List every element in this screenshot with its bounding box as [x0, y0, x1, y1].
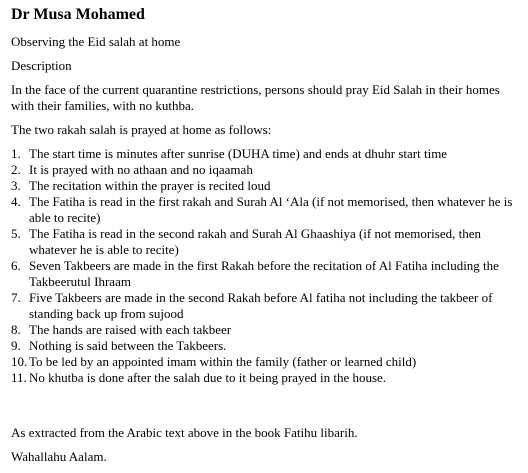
list-item — [11, 146, 516, 162]
list-item — [11, 178, 516, 194]
list-item-text: Five Takbeers are made in the second Rakah before Al fatiha not including the takbeer of standing back up from sujood — [29, 290, 493, 321]
list-number: 7. — [11, 290, 21, 305]
source-note: As extracted from the Arabic text above in the book Fatihu libarih. — [11, 425, 358, 440]
section-label: Description — [11, 58, 72, 73]
list-item-text: It is prayed with no athaan and no iqaamah — [29, 162, 253, 177]
list-item — [11, 354, 516, 370]
list-number: 10. — [11, 354, 28, 369]
list-item — [11, 226, 516, 258]
steps-list — [11, 146, 516, 386]
list-number: 1. — [11, 146, 21, 161]
list-item — [11, 338, 516, 354]
list-item-text: The Fatiha is read in the second rakah and Surah Al Ghaashiya (if not memorised, then whatever he is able to recite) — [29, 226, 481, 257]
document-title: Dr Musa Mohamed — [11, 6, 145, 23]
list-item — [11, 290, 516, 322]
list-number: 8. — [11, 322, 21, 337]
document-subtitle: Observing the Eid salah at home — [11, 34, 181, 49]
list-item-text: The recitation within the prayer is recited loud — [29, 178, 271, 193]
list-number: 3. — [11, 178, 21, 193]
list-number: 4. — [11, 194, 21, 209]
list-number: 9. — [11, 338, 21, 353]
list-item-text: Nothing is said between the Takbeers. — [29, 338, 227, 353]
list-intro: The two rakah salah is prayed at home as follows: — [11, 122, 272, 137]
list-number: 6. — [11, 258, 21, 273]
list-item-text: The hands are raised with each takbeer — [29, 322, 232, 337]
list-item-text: To be led by an appointed imam within the family (father or learned child) — [29, 354, 417, 369]
list-item — [11, 322, 516, 338]
list-item — [11, 194, 516, 226]
list-item — [11, 162, 516, 178]
list-item-text: No khutba is done after the salah due to it being prayed in the house. — [29, 370, 387, 385]
list-item-text: The start time is minutes after sunrise (DUHA time) and ends at dhuhr start time — [29, 146, 448, 161]
list-number: 5. — [11, 226, 21, 241]
document-body — [11, 5, 516, 473]
list-item-text: Seven Takbeers are made in the first Rakah before the recitation of Al Fatiha including the Takbeerutul Ihraam — [29, 258, 499, 289]
closing-line: Wahallahu Aalam. — [11, 449, 107, 464]
list-item — [11, 370, 516, 386]
list-number: 2. — [11, 162, 21, 177]
list-item-text: The Fatiha is read in the first rakah and Surah Al ‘Ala (if not memorised, then whatever he is able to recite) — [29, 194, 513, 225]
list-number: 11. — [11, 370, 27, 385]
intro-paragraph: In the face of the current quarantine restrictions, persons should pray Eid Salah in their homes with their families, with no kuthba. — [11, 82, 500, 113]
list-item — [11, 258, 516, 290]
